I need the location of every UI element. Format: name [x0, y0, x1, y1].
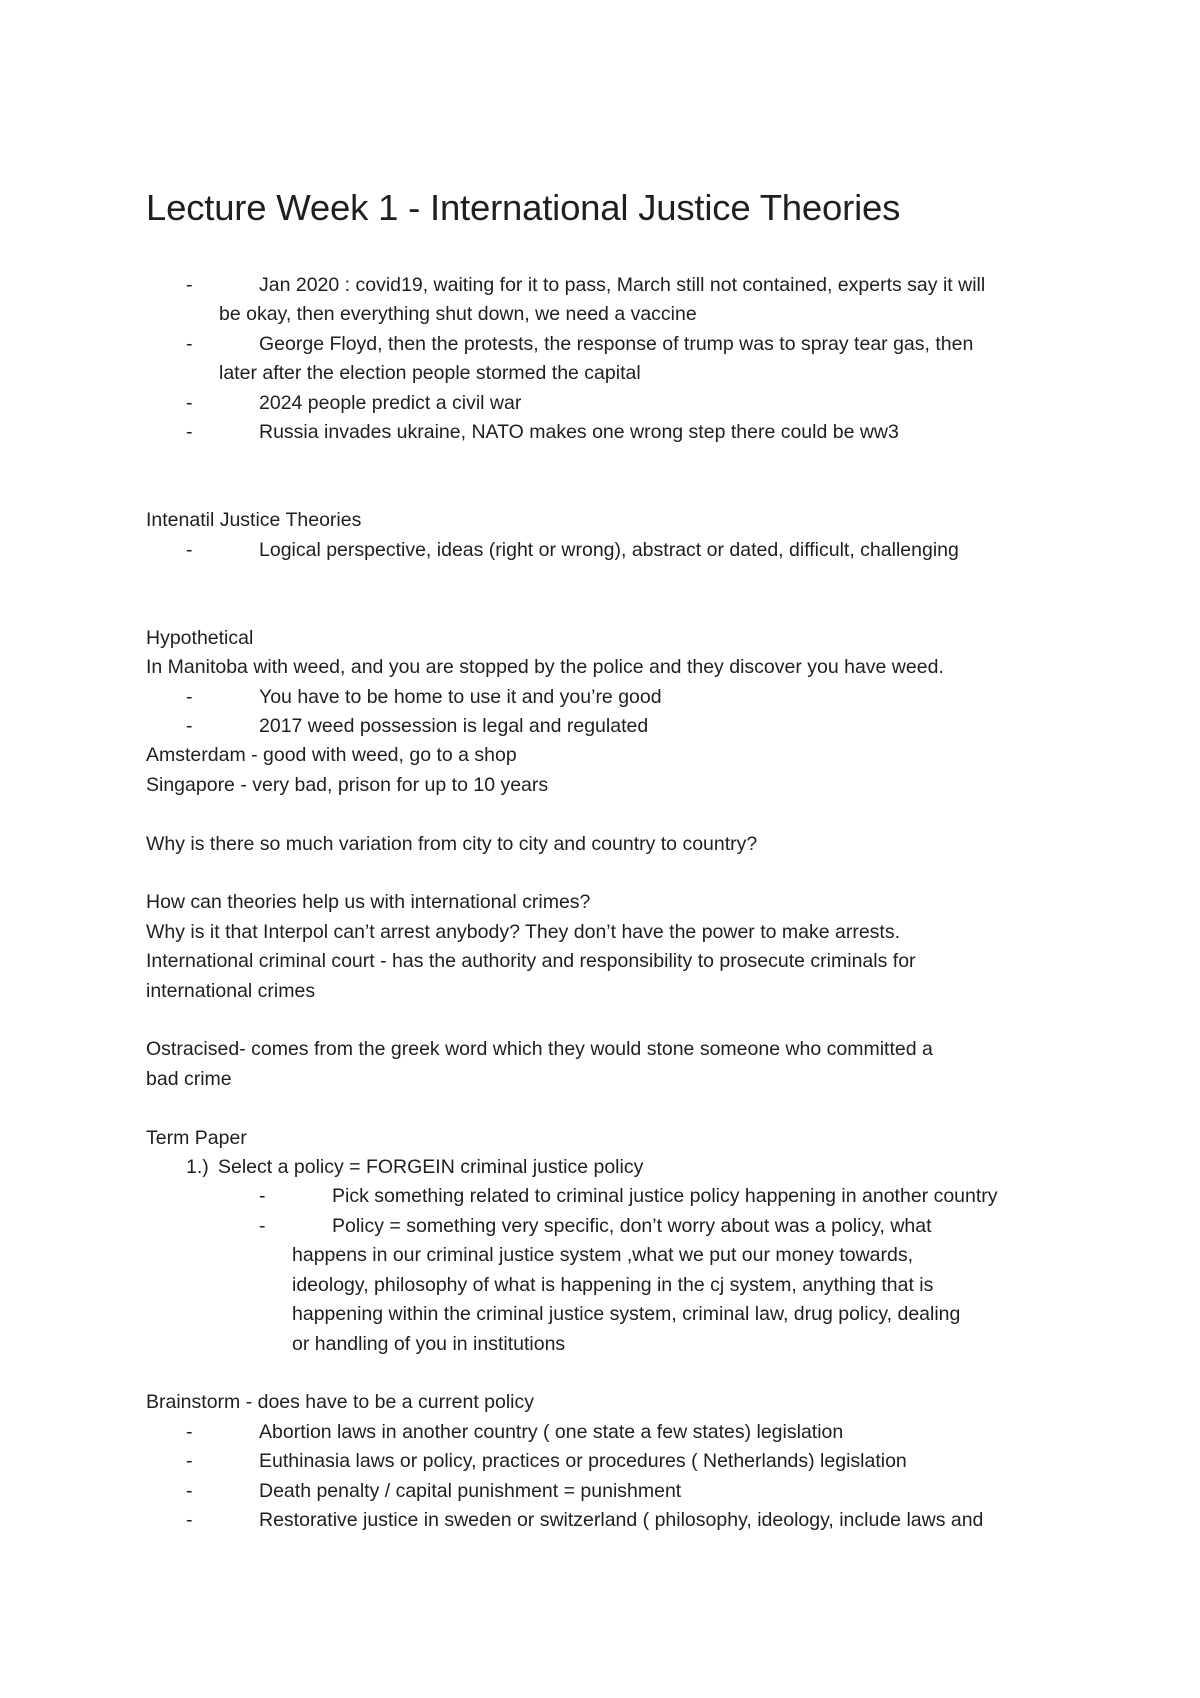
paragraph-line: Why is it that Interpol can’t arrest anybody? They don’t have the power to make arrests.: [146, 920, 901, 943]
sub-list-item-continuation: happening within the criminal justice system, criminal law, drug policy, dealing: [292, 1303, 961, 1326]
paragraph-line: international crimes: [146, 979, 316, 1002]
paragraph-line: How can theories help us with international crimes?: [146, 891, 591, 914]
blank-line: [146, 1359, 1086, 1388]
list-item: - 2024 people predict a civil war: [186, 391, 522, 414]
blank-line: [146, 565, 1086, 594]
list-item: - Logical perspective, ideas (right or wrong), abstract or dated, difficult, challenging: [186, 538, 959, 561]
numbered-item: 1.) Select a policy = FORGEIN criminal justice policy: [186, 1156, 644, 1179]
list-item: - Restorative justice in sweden or switzerland ( philosophy, ideology, include laws and: [186, 1508, 984, 1531]
sub-list-item: - Policy = something very specific, don’t worry about was a policy, what: [259, 1214, 932, 1237]
list-item: - Jan 2020 : covid19, waiting for it to pass, March still not contained, experts say it will: [186, 274, 986, 296]
paragraph-line: International criminal court - has the authority and responsibility to prosecute criminals for: [146, 950, 916, 973]
list-item: - Euthinasia laws or policy, practices or procedures ( Netherlands) legislation: [186, 1450, 907, 1473]
blank-line: [146, 594, 1086, 623]
paragraph-line: Amsterdam - good with weed, go to a shop: [146, 744, 517, 767]
document-body: [146, 271, 1086, 1535]
list-item: - 2017 weed possession is legal and regulated: [186, 715, 649, 738]
paragraph-line: In Manitoba with weed, and you are stopped by the police and they discover you have weed.: [146, 656, 944, 679]
paragraph-line: Ostracised- comes from the greek word which they would stone someone who committed a: [146, 1038, 933, 1061]
list-item-continuation: later after the election people stormed the capital: [219, 362, 641, 385]
sub-list-item-continuation: ideology, philosophy of what is happening in the cj system, anything that is: [292, 1273, 934, 1296]
paragraph-line: Singapore - very bad, prison for up to 10 years: [146, 773, 549, 796]
list-item-continuation: be okay, then everything shut down, we need a vaccine: [219, 303, 697, 326]
list-item: - You have to be home to use it and you’re good: [186, 685, 662, 708]
sub-list-item: - Pick something related to criminal justice policy happening in another country: [259, 1185, 998, 1208]
paragraph-line: bad crime: [146, 1067, 232, 1090]
blank-line: [146, 477, 1086, 506]
section-heading: Hypothetical: [146, 626, 254, 649]
sub-list-item-continuation: happens in our criminal justice system ,what we put our money towards,: [292, 1244, 914, 1267]
list-item: - George Floyd, then the protests, the response of trump was to spray tear gas, then: [186, 332, 974, 355]
blank-line: [146, 1094, 1086, 1123]
list-item: - Russia invades ukraine, NATO makes one wrong step there could be ww3: [186, 421, 899, 444]
sub-list-item-continuation: or handling of you in institutions: [292, 1332, 566, 1355]
section-heading: Intenatil Justice Theories: [146, 509, 362, 532]
blank-line: [146, 1006, 1086, 1035]
section-heading: Term Paper: [146, 1126, 247, 1149]
blank-line: [146, 859, 1086, 888]
document-title: Lecture Week 1 - International Justice Theories: [146, 187, 901, 228]
blank-line: [146, 447, 1086, 476]
paragraph-line: Why is there so much variation from city to city and country to country?: [146, 832, 758, 855]
list-item: - Death penalty / capital punishment = punishment: [186, 1479, 682, 1502]
list-item: - Abortion laws in another country ( one state a few states) legislation: [186, 1420, 844, 1443]
blank-line: [146, 800, 1086, 829]
section-heading: Brainstorm - does have to be a current policy: [146, 1391, 535, 1414]
